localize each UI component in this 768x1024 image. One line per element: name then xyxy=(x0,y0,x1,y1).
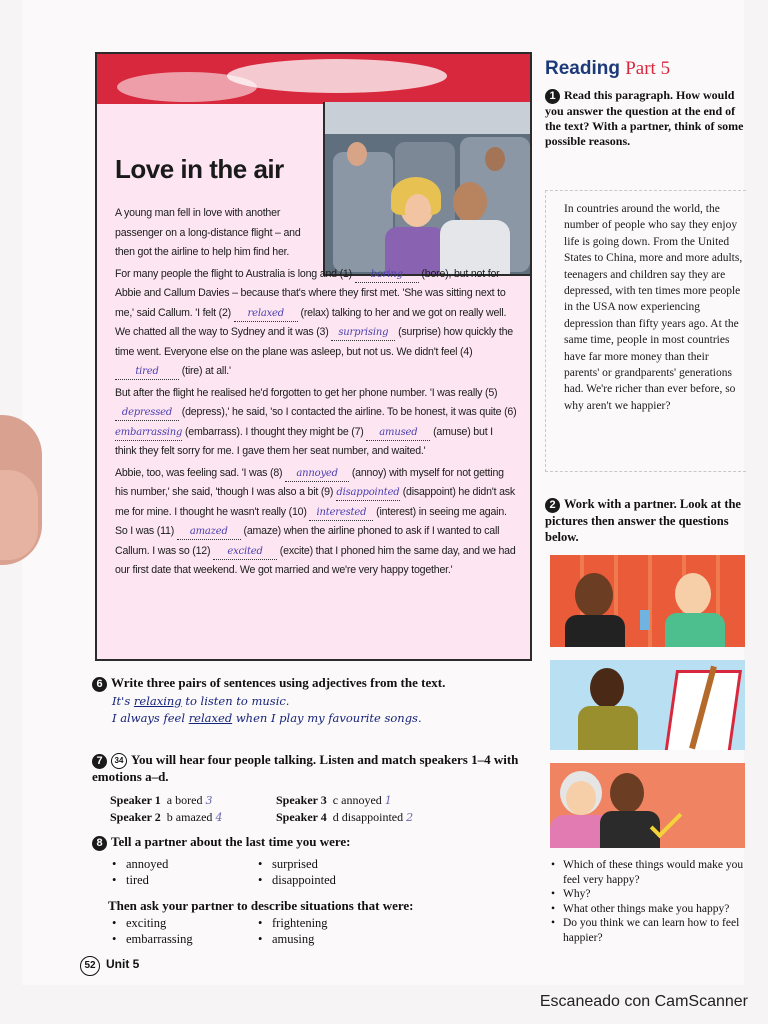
list-item: • disappointed xyxy=(256,872,336,888)
underlined-word: relaxed xyxy=(188,710,233,725)
speaker-label: Speaker 3 xyxy=(276,793,327,807)
answer-2[interactable]: relaxed xyxy=(234,307,298,322)
text: (depress),' he said, 'so I contacted the airline. To be honest, it was quite (6) xyxy=(181,406,517,418)
answer-6[interactable]: embarrassing xyxy=(115,426,182,441)
question-2 xyxy=(545,496,745,545)
emotion: c annoyed xyxy=(332,793,382,807)
list-item: • annoyed xyxy=(110,856,168,872)
text: But after the flight he realised he'd forgotten to get her phone number. 'I was really (5) xyxy=(115,386,498,399)
picture-grandparents xyxy=(550,763,745,848)
exercise-number-1: 1 xyxy=(545,89,560,104)
text: For many people the flight to Australia is long and (1) xyxy=(115,267,352,280)
story-banner xyxy=(97,54,530,104)
handwritten-answer: 3 xyxy=(205,794,213,807)
list-item: • Which of these things would make you feel very happy? xyxy=(545,858,750,887)
list-item: • tired xyxy=(110,872,168,888)
question-1-text: Read this paragraph. How would you answer the question at the end of the text? With a partner, think of some possible reasons. xyxy=(545,88,744,148)
situation-list-1 xyxy=(110,915,193,947)
text: when I play my favourite songs. xyxy=(232,710,422,725)
text: (tire) at all.' xyxy=(181,365,231,377)
answer-10[interactable]: interested xyxy=(309,506,373,521)
exercise-number-7: 7 xyxy=(92,754,107,769)
handwritten-sentence-2 xyxy=(112,709,532,728)
page-footer xyxy=(80,956,139,976)
thumb-tip xyxy=(0,470,38,560)
emotion: b amazed xyxy=(166,810,213,824)
handwritten-answer: 1 xyxy=(384,794,392,807)
answer-4[interactable]: tired xyxy=(115,365,179,380)
story-paragraph-2 xyxy=(115,384,517,462)
discussion-questions xyxy=(545,858,750,945)
text: (disappoint) he didn't ask me for mine. I thought he wasn't really (10) xyxy=(115,486,515,518)
emotion: d disappointed xyxy=(332,810,404,824)
exercise-7 xyxy=(92,752,532,785)
reading-paragraph-box xyxy=(545,190,746,472)
speaker-label: Speaker 4 xyxy=(276,810,327,824)
answer-9[interactable]: disappointed xyxy=(336,486,400,501)
reading-part: Part 5 xyxy=(625,58,671,79)
speaker-col-1 xyxy=(110,792,222,826)
text: I always feel xyxy=(112,710,189,725)
emotion-list-1 xyxy=(110,856,168,888)
story-title: Love in the air xyxy=(115,154,284,184)
reading-heading xyxy=(545,58,745,80)
list-item: • amusing xyxy=(256,931,328,947)
exercise-7-instruction: You will hear four people talking. Listen and match speakers 1–4 with emotions a–d. xyxy=(92,752,519,785)
text: (surprise) how quickly the time went. Everyone else on the plane was asleep, but not us. We didn't feel (4) xyxy=(115,326,513,358)
exercise-number-6: 6 xyxy=(92,677,107,692)
list-item: • exciting xyxy=(110,915,193,931)
question-2-text: Work with a partner. Look at the pictures then answer the questions below. xyxy=(545,497,741,544)
situation-list-2 xyxy=(256,915,328,947)
answer-11[interactable]: amazed xyxy=(177,525,241,540)
story-paragraph-3 xyxy=(115,464,517,581)
scanner-watermark: Escaneado con CamScanner xyxy=(539,993,748,1010)
story-intro: A young man fell in love with another passenger on a long-distance flight – and then got the airline to help him find her. xyxy=(115,207,301,258)
banner-swirl xyxy=(227,59,447,93)
text: It's xyxy=(112,693,134,708)
text: (interest) in seeing me again. So I was (11) xyxy=(115,505,507,537)
exercise-6-instruction: Write three pairs of sentences using adjectives from the text. xyxy=(111,675,446,690)
picture-boy-painting xyxy=(550,660,745,750)
list-item: • What other things make you happy? xyxy=(545,902,750,917)
story-body xyxy=(115,204,517,583)
story-paragraph-1 xyxy=(115,265,517,382)
answer-5[interactable]: depressed xyxy=(115,406,179,421)
handwritten-answer: 2 xyxy=(406,811,414,824)
text: (embarrass). I thought they might be (7) xyxy=(184,425,364,438)
speaker-label: Speaker 2 xyxy=(110,810,161,824)
banner-swirl-2 xyxy=(117,72,257,102)
list-item: • Do you think we can learn how to feel happier? xyxy=(545,916,750,945)
text: (relax) talking to her and we got on really well. We chatted all the way to Sydney and it was (3) xyxy=(115,306,507,338)
audio-track-icon[interactable]: 34 xyxy=(111,753,127,769)
emotion-list-2 xyxy=(256,856,336,888)
reading-paragraph: In countries around the world, the number of people who say they enjoy life is going down. From the United States to China, more and more adults, teenagers and children say they are depressed, with ten times more people in the USA now experiencing depression than fifty years ago. At the same time, people in most countries have far more money than their parents' or grandparents' generations had. We're richer than ever before, so why aren't we happier? xyxy=(564,203,743,412)
handwritten-answer: 4 xyxy=(215,811,223,824)
story-box xyxy=(95,52,532,661)
picture-friends-cafe xyxy=(550,555,745,647)
exercise-8-instruction: Tell a partner about the last time you were: xyxy=(111,834,351,849)
exercise-number-8: 8 xyxy=(92,836,107,851)
text: (annoy) with myself for not getting his number,' she said, 'though I was also a bit (9) xyxy=(115,466,504,498)
text: (amuse) but I think they felt sorry for me. I gave them her seat number, and waited.' xyxy=(115,425,493,457)
speaker-col-2 xyxy=(276,792,413,826)
list-item: • frightening xyxy=(256,915,328,931)
reading-title: Reading xyxy=(545,58,620,79)
page-number: 52 xyxy=(80,956,100,976)
list-item: • Why? xyxy=(545,887,750,902)
text: (bore), but not for Abbie and Callum Davies – because that's where they first met. 'She was sitting next to me,' said Callum. 'I felt (2) xyxy=(115,267,506,319)
exercise-number-2: 2 xyxy=(545,498,560,513)
emotion: a bored xyxy=(166,793,203,807)
speaker-label: Speaker 1 xyxy=(110,793,161,807)
answer-3[interactable]: surprising xyxy=(331,326,395,341)
text: (amaze) when the airline phoned to ask if I wanted to call Callum. I was so (12) xyxy=(115,525,500,557)
unit-label: Unit 5 xyxy=(106,957,140,971)
text: (excite) that I phoned him the same day, and we had our first date that weekend. We got married and we're very happy together.' xyxy=(115,544,516,576)
list-item: • surprised xyxy=(256,856,336,872)
underlined-word: relaxing xyxy=(133,693,182,708)
answer-7[interactable]: amused xyxy=(366,426,430,441)
question-1 xyxy=(545,88,745,149)
list-item: • embarrassing xyxy=(110,931,193,947)
text: Abbie, too, was feeling sad. 'I was (8) xyxy=(115,466,283,479)
text: to listen to music. xyxy=(181,693,290,708)
answer-8[interactable]: annoyed xyxy=(285,467,349,482)
answer-1[interactable]: boring xyxy=(355,268,419,283)
exercise-8-followup: Then ask your partner to describe situations that were: xyxy=(108,898,414,913)
exercise-8 xyxy=(92,834,532,851)
answer-12[interactable]: excited xyxy=(213,545,277,560)
exercise-6 xyxy=(92,675,532,728)
